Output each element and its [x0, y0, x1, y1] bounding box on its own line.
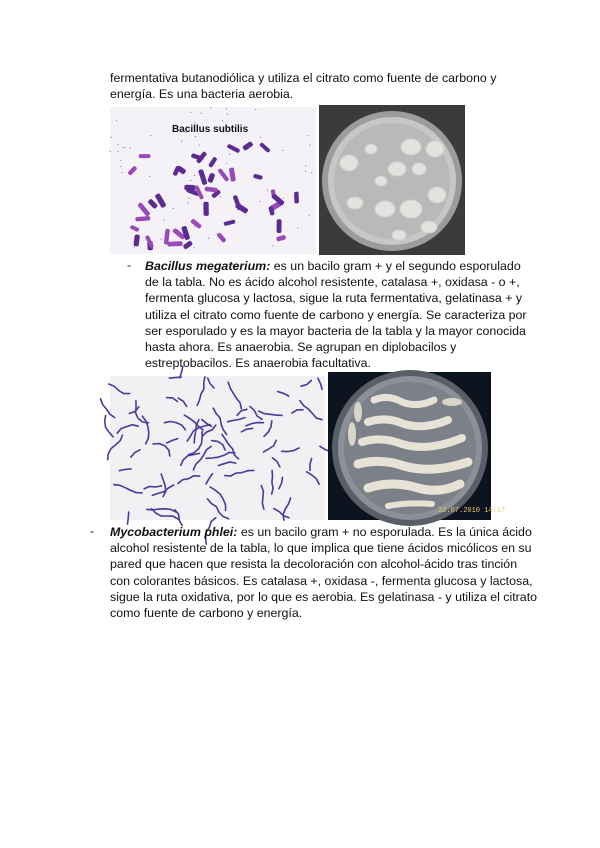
text-run: es un bacilo gram + no esporulada. Es la única ácido	[237, 525, 532, 539]
text-line: pared que hacen que resista la decoloración con alcohol-ácido tras tinción	[110, 557, 518, 572]
text-line: alcohol resistente de la tabla, lo que implica que tiene ácidos micólicos en su	[110, 541, 532, 556]
stain-speck	[111, 137, 112, 138]
stain-speck	[110, 151, 111, 152]
intro-paragraph	[110, 70, 496, 102]
stain-speck	[122, 147, 123, 148]
stain-speck	[194, 175, 195, 176]
text-line	[110, 524, 537, 540]
stain-speck	[283, 198, 284, 199]
stain-speck	[195, 136, 196, 137]
stain-speck	[220, 196, 221, 197]
stain-speck	[187, 202, 188, 203]
stain-speck	[194, 226, 195, 227]
stain-speck	[120, 166, 121, 167]
stain-speck	[134, 246, 135, 247]
stain-speck	[309, 215, 310, 216]
stain-speck	[248, 146, 249, 147]
organism-name: Mycobacterium phlei:	[110, 525, 238, 539]
text-line: utiliza el citrato como fuente de carbono y energía. Se caracteriza por	[145, 307, 527, 322]
text-line: de la tabla. No es ácido alcohol resistente, catalasa +, oxidasa - o +,	[145, 275, 520, 290]
stain-speck	[171, 243, 172, 244]
stain-speck	[308, 135, 309, 136]
bacillus-rod	[139, 154, 151, 158]
stain-speck	[199, 144, 200, 145]
stain-speck	[118, 151, 119, 152]
stain-speck	[117, 144, 118, 145]
stain-speck	[229, 154, 230, 155]
stain-speck	[226, 162, 227, 163]
stain-speck	[282, 150, 283, 151]
stain-speck	[272, 245, 273, 246]
bacillus-chain	[169, 377, 181, 378]
bacillus-megaterium-micrograph	[110, 376, 325, 520]
stain-speck	[188, 198, 189, 199]
stain-speck	[163, 219, 164, 220]
stain-speck	[129, 147, 130, 148]
stain-speck	[240, 203, 241, 204]
bacillus-rod	[167, 241, 183, 246]
bullet-marker: -	[90, 524, 95, 538]
stain-speck	[226, 108, 227, 109]
stain-speck	[217, 233, 218, 234]
phlei-paragraph	[110, 524, 537, 621]
stain-speck	[260, 137, 261, 138]
text-line: hasta ahora. Es anaerobia. Se agrupan en diplobacilos y	[145, 340, 457, 355]
stain-speck	[210, 107, 211, 108]
stain-speck	[305, 165, 306, 166]
bullet-marker: -	[127, 258, 132, 272]
stain-speck	[309, 145, 310, 146]
text-line: fermenta glucosa y lactosa, sigue la ruta fermentativa, gelatinasa + y	[145, 291, 523, 306]
text-line: ser esporulado y es la mayor bacteria de la tabla y la mayor conocida	[145, 323, 526, 338]
stain-speck	[311, 172, 312, 173]
stain-speck	[227, 114, 228, 115]
stain-speck	[297, 228, 298, 229]
text-line: fermentativa butanodiólica y utiliza el citrato como fuente de carbono y	[110, 71, 497, 85]
text-line	[145, 258, 527, 274]
stain-speck	[222, 120, 223, 121]
stain-speck	[161, 239, 162, 240]
stain-speck	[173, 208, 174, 209]
organism-name: Bacillus megaterium:	[145, 259, 271, 273]
stain-speck	[116, 120, 117, 121]
bacillus-megaterium-culture-plate	[328, 372, 506, 520]
bacillus-rod	[203, 202, 209, 216]
stain-speck	[121, 172, 122, 173]
megaterium-paragraph	[145, 258, 527, 371]
bacillus-rod	[184, 185, 195, 191]
stain-speck	[190, 112, 191, 113]
stain-speck	[274, 209, 275, 210]
stain-speck	[124, 147, 125, 148]
text-line: sigue la ruta oxidativa, por lo que es aerobia. Es gelatinasa - y utiliza el citrato	[110, 589, 538, 604]
text-run: es un bacilo gram + y el segundo esporulado	[270, 259, 521, 273]
plate-date-stamp: 22.07.2010 14:17	[438, 507, 506, 515]
bacillus-rod	[294, 192, 299, 204]
stain-speck	[181, 141, 182, 142]
stain-speck	[149, 176, 150, 177]
stain-speck	[208, 238, 209, 239]
bacillus-rod	[277, 219, 282, 233]
bacillus-subtilis-label: Bacillus subtilis	[172, 124, 249, 135]
bacillus-subtilis-culture-plate	[319, 105, 465, 255]
text-line: como fuente de carbono y energía.	[110, 606, 303, 621]
stain-speck	[255, 109, 256, 110]
stain-speck	[305, 171, 306, 172]
stain-speck	[267, 189, 268, 190]
bacillus-subtilis-micrograph	[110, 107, 316, 254]
stain-speck	[194, 247, 195, 248]
text-line: estreptobacilos. Es anaerobia facultativa.	[145, 356, 371, 371]
text-line: energía. Es una bacteria aerobia.	[110, 87, 294, 102]
stain-speck	[141, 206, 142, 207]
stain-speck	[120, 160, 121, 161]
stain-speck	[150, 135, 151, 136]
stain-speck	[200, 113, 201, 114]
text-line: con colorantes básicos. Es catalasa +, oxidasa -, fermenta glucosa y lactosa,	[110, 573, 533, 588]
stain-speck	[190, 180, 191, 181]
stain-speck	[260, 201, 261, 202]
stain-speck	[201, 177, 202, 178]
